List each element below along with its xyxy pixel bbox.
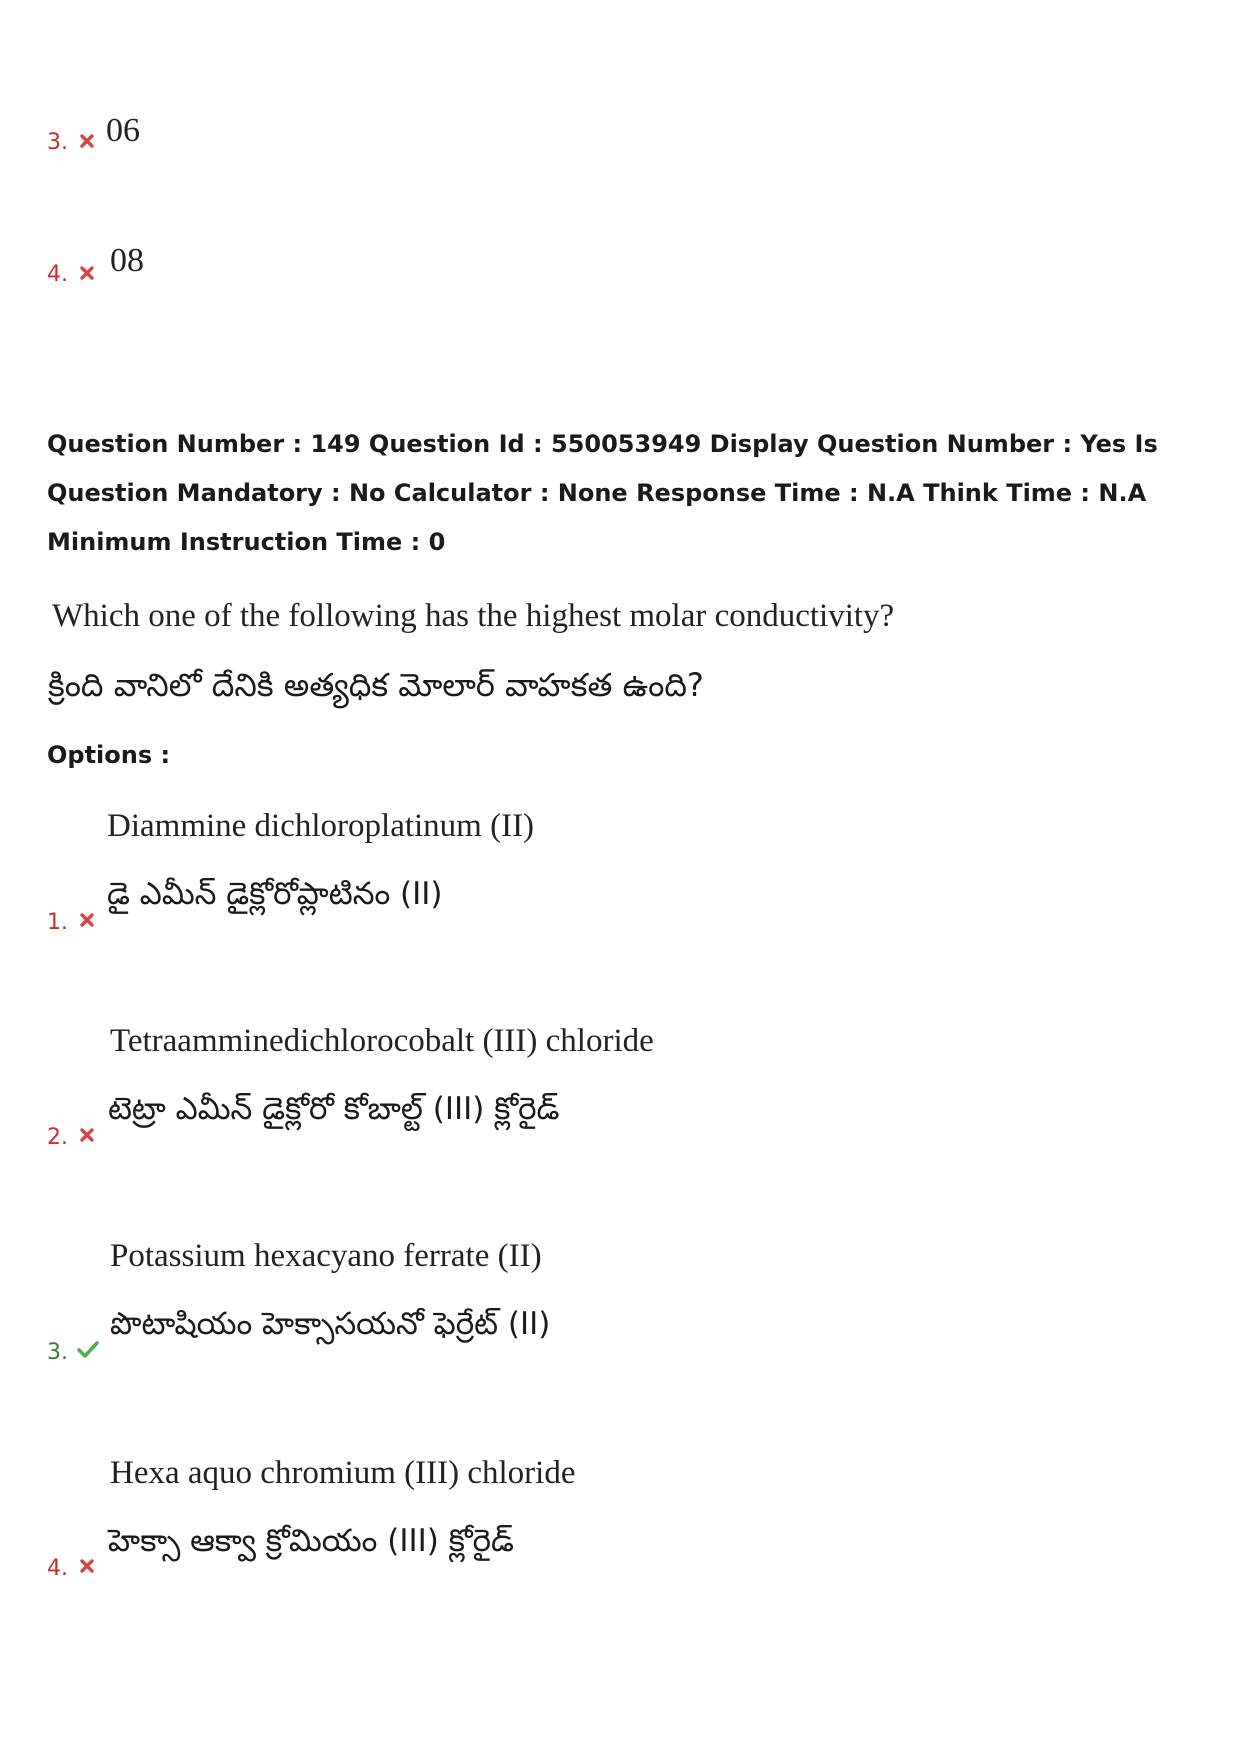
option-number-label: 2. xyxy=(47,1125,68,1150)
option-number xyxy=(47,1125,68,1151)
cross-icon xyxy=(78,132,96,150)
option-text-telugu: హెక్సా ఆక్వా క్రోమియం (III) క్లోరైడ్ xyxy=(108,1523,514,1559)
cross-icon xyxy=(78,1126,96,1144)
option-text-telugu: టెట్రా ఎమీన్ డైక్లోరో కోబాల్ట్ (III) క్లోరైడ్ xyxy=(108,1091,560,1127)
check-icon xyxy=(76,1340,100,1360)
cross-icon xyxy=(78,911,96,929)
prev-option-value: 08 xyxy=(110,242,144,279)
prev-option-number xyxy=(47,262,68,288)
option-text-english: Diammine dichloroplatinum (II) xyxy=(107,808,535,844)
option-text-english: Tetraamminedichlorocobalt (III) chloride xyxy=(110,1023,654,1059)
prev-option-value: 06 xyxy=(106,112,140,149)
option-number-label: 1. xyxy=(47,910,68,935)
option-number xyxy=(47,1556,68,1582)
prev-option-number-label: 3. xyxy=(47,130,68,155)
cross-icon xyxy=(78,1557,96,1575)
option-number xyxy=(47,910,68,936)
option-text-english: Hexa aquo chromium (III) chloride xyxy=(110,1455,576,1491)
prev-option-number xyxy=(47,130,68,156)
question-meta: Question Number : 149 Question Id : 550053949 Display Question Number : Yes Is Question Mandatory : No Calculator : None Response Time : N.A Think Time : N.A Minimum Instruction Time : 0 xyxy=(47,430,1158,556)
options-label: Options : xyxy=(47,741,171,769)
question-text-telugu: క్రింది వానిలో దేనికి అత్యధిక మోలార్ వాహకత ఉంది? xyxy=(48,666,704,704)
option-number xyxy=(47,1340,68,1366)
option-number-label: 3. xyxy=(47,1340,68,1365)
option-text-english: Potassium hexacyano ferrate (II) xyxy=(110,1238,542,1274)
question-text-english: Which one of the following has the highest molar conductivity? xyxy=(52,598,895,634)
option-text-telugu: పొటాషియం హెక్సాసయనో ఫెర్రేట్ (II) xyxy=(110,1306,551,1342)
cross-icon xyxy=(78,264,96,282)
option-number-label: 4. xyxy=(47,1556,68,1581)
prev-option-number-label: 4. xyxy=(47,262,68,287)
option-text-telugu: డై ఎమీన్ డైక్లోరోప్లాటినం (II) xyxy=(107,876,443,912)
